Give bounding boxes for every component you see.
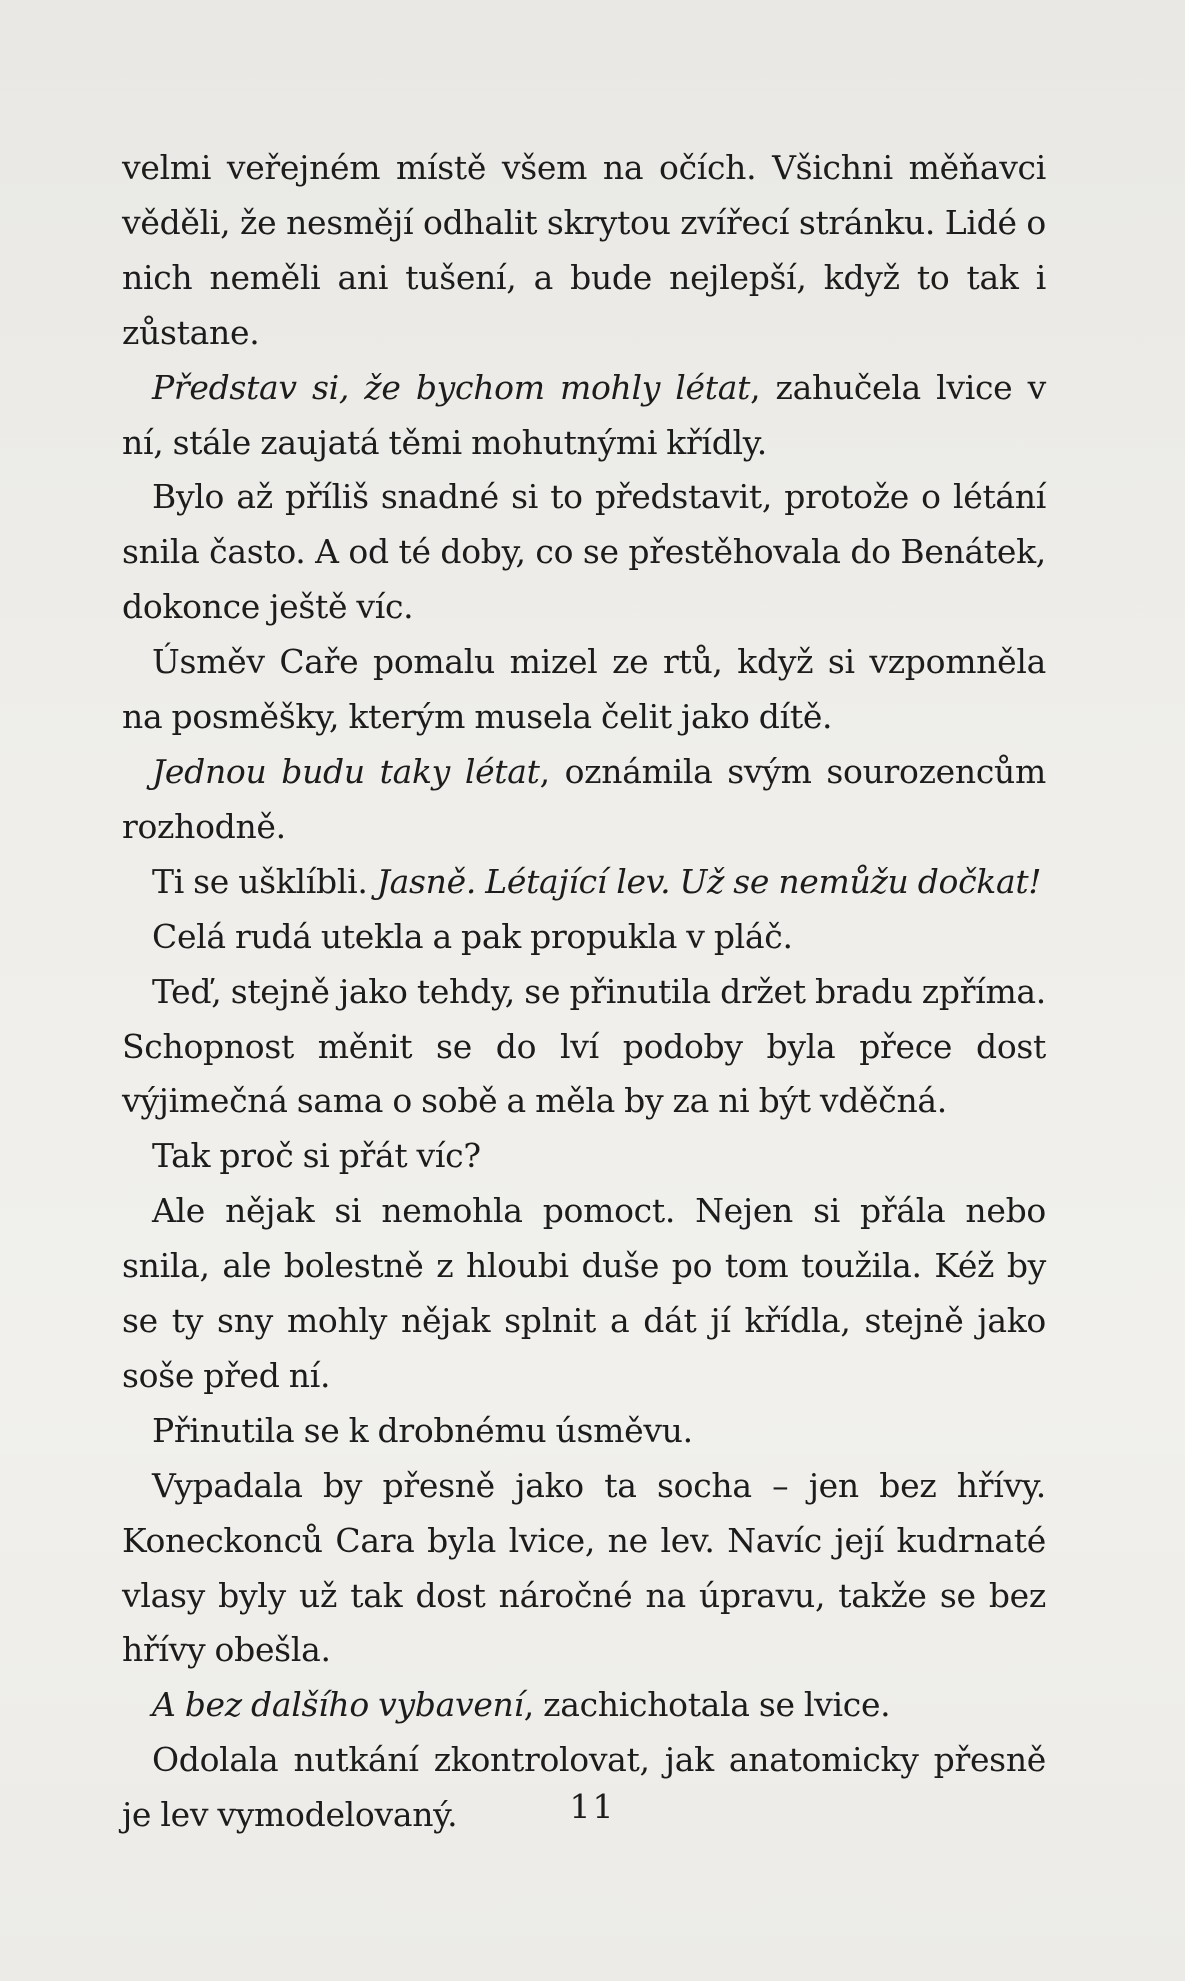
text-run: Ale nějak si nemohla pomoct. Nejen si přála nebo snila, ale bolestně z hloubi duše po tom toužila. Kéž by se ty sny mohly nějak splnit a dát jí křídla, stejně jako soše před ní. <box>122 1191 1046 1395</box>
paragraph <box>122 1459 1046 1679</box>
paragraph <box>122 1678 1046 1733</box>
text-run: velmi veřejném místě všem na očích. Všichni měňavci věděli, že nesmějí odhalit skrytou zvířecí stránku. Lidé o nich neměli ani tušení, a bude nejlepší, když to tak i zůstane. <box>122 148 1046 352</box>
page-number: 11 <box>569 1787 616 1826</box>
paragraph <box>122 470 1046 635</box>
paragraph <box>122 361 1046 471</box>
italic-text-run: A bez dalšího vybavení <box>152 1685 524 1725</box>
text-run: Tak proč si přát víc? <box>152 1136 481 1176</box>
text-run: Vypadala by přesně jako ta socha – jen bez hřívy. Koneckonců Cara byla lvice, ne lev. Navíc její kudrnaté vlasy byly už tak dost náročné na úpravu, takže se bez hřívy obešla. <box>122 1465 1046 1670</box>
paragraph <box>122 1129 1046 1184</box>
italic-text-run: Jasně. Létající lev. Už se nemůžu dočkat! <box>376 861 1042 901</box>
paragraph <box>122 1184 1046 1404</box>
paragraph <box>122 855 1046 910</box>
text-run: , oznámila svým sourozencům rozhodně. <box>122 751 1046 846</box>
body-text <box>122 141 1046 1843</box>
text-run: Bylo až příliš snadné si to představit, protože o létání snila často. A od té doby, co se přestěhovala do Benátek, dokonce ještě víc. <box>122 477 1046 627</box>
paragraph <box>122 1404 1046 1459</box>
paragraph <box>122 965 1046 1130</box>
paragraph <box>122 910 1046 965</box>
text-run: Odolala nutkání zkontrolovat, jak anatomicky přesně je lev vymodelovaný. <box>122 1740 1046 1835</box>
italic-text-run: Jednou budu taky létat <box>152 751 540 791</box>
text-run: Úsměv Caře pomalu mizel ze rtů, když si vzpomněla na posměšky, kterým musela čelit jako dítě. <box>122 642 1046 737</box>
paragraph <box>122 745 1046 855</box>
text-run: Ti se ušklíbli. <box>152 861 377 901</box>
paragraph <box>122 635 1046 745</box>
italic-text-run: Představ si, že bychom mohly létat <box>152 367 751 407</box>
paragraph <box>122 141 1046 361</box>
text-run: , zachichotala se lvice. <box>523 1685 891 1725</box>
text-run: Přinutila se k drobnému úsměvu. <box>152 1410 693 1450</box>
text-run: Teď, stejně jako tehdy, se přinutila držet bradu zpříma. Schopnost měnit se do lví podoby byla přece dost výjimečná sama o sobě a měla by za ni být vděčná. <box>122 971 1046 1121</box>
text-run: Celá rudá utekla a pak propukla v pláč. <box>152 916 793 956</box>
text-run: , zahučela lvice v ní, stále zaujatá těmi mohutnými křídly. <box>122 367 1046 462</box>
